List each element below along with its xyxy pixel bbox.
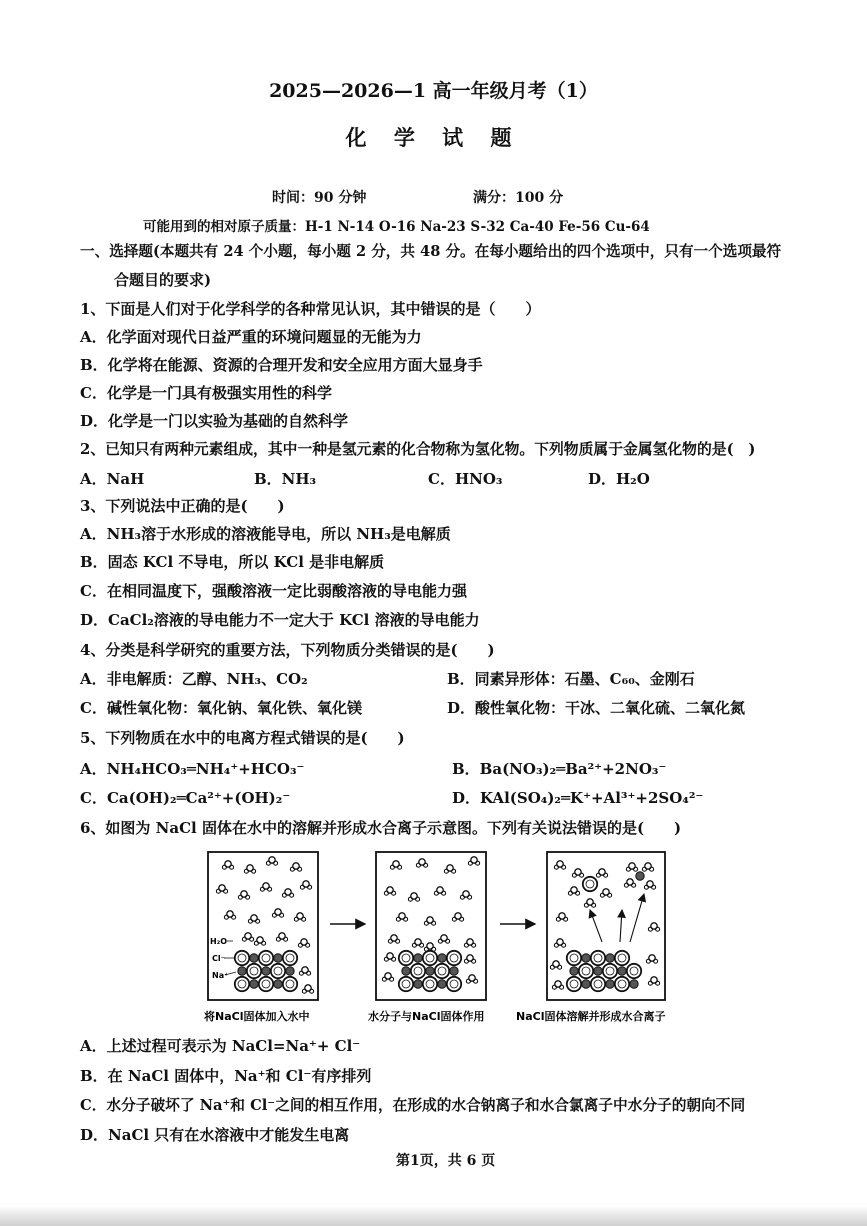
q6-option-c: C．水分子破坏了 Na⁺和 Cl⁻之间的相互作用，在形成的水合钠离子和水合氯离子中水分子的朝向不同 <box>80 1097 746 1114</box>
exam-title: 2025—2026—1 高一年级月考（1） <box>269 80 598 102</box>
q2-option-d: D．H₂O <box>588 470 650 488</box>
q2-option-b: B．NH₃ <box>254 470 317 488</box>
q3-stem: 3、下列说法中正确的是( ) <box>80 497 285 515</box>
q3-option-d: D．CaCl₂溶液的导电能力不一定大于 KCl 溶液的导电能力 <box>80 611 480 629</box>
q3-option-a: A．NH₃溶于水形成的溶液能导电，所以 NH₃是电解质 <box>80 525 451 543</box>
q4-option-a: A．非电解质：乙醇、NH₃、CO₂ <box>80 670 308 688</box>
q3-option-b: B．固态 KCl 不导电，所以 KCl 是非电解质 <box>80 553 385 571</box>
q2-stem: 2、已知只有两种元素组成，其中一种是氢元素的化合物称为氢化物。下列物质属于金属氢化物的是( ) <box>80 441 756 458</box>
full-score: 满分：100 分 <box>473 190 564 206</box>
q5-stem: 5、下列物质在水中的电离方程式错误的是( ) <box>80 729 405 747</box>
q3-option-c: C．在相同温度下，强酸溶液一定比弱酸溶液的导电能力强 <box>80 582 467 600</box>
q6-option-d: D．NaCl 只有在水溶液中才能发生电离 <box>80 1126 350 1144</box>
subject-title: 化 学 试 题 <box>345 125 522 150</box>
atomic-masses: 可能用到的相对原子质量：H-1 N-14 O-16 Na-23 S-32 Ca-40 Fe-56 Cu-64 <box>143 219 650 235</box>
caption-2: 水分子与NaCl固体作用 <box>368 1010 485 1023</box>
q5-option-a: A．NH₄HCO₃═NH₄⁺+HCO₃⁻ <box>80 760 305 778</box>
q4-stem: 4、分类是科学研究的重要方法，下列物质分类错误的是( ) <box>80 641 495 659</box>
q1-option-d: D．化学是一门以实验为基础的自然科学 <box>80 412 349 430</box>
q1-option-b: B．化学将在能源、资源的合理开发和安全应用方面大显身手 <box>80 356 483 374</box>
q2-option-a: A．NaH <box>80 470 145 488</box>
caption-3: NaCl固体溶解并形成水合离子 <box>516 1010 666 1023</box>
q4-option-c: C．碱性氧化物：氧化钠、氧化铁、氧化镁 <box>80 699 362 717</box>
exam-time: 时间：90 分钟 <box>272 190 367 206</box>
h2o-label: H₂O <box>210 937 227 946</box>
q6-option-a: A．上述过程可表示为 NaCl=Na⁺+ Cl⁻ <box>80 1037 361 1055</box>
panel-add-nacl <box>208 852 318 1000</box>
panel-hydrated-ions <box>547 852 665 1000</box>
q5-option-d: D．KAl(SO₄)₂═K⁺+Al³⁺+2SO₄²⁻ <box>452 789 704 807</box>
q6-stem: 6、如图为 NaCl 固体在水中的溶解并形成水合离子示意图。下列有关说法错误的是( ) <box>80 819 682 837</box>
q1-option-c: C．化学是一门具有极强实用性的科学 <box>80 384 332 402</box>
q4-option-d: D．酸性氧化物：干冰、二氧化硫、二氧化氮 <box>447 699 746 717</box>
q1-option-a: A．化学面对现代日益严重的环境问题显的无能为力 <box>80 328 422 346</box>
q5-option-b: B．Ba(NO₃)₂═Ba²⁺+2NO₃⁻ <box>452 760 667 778</box>
panel-water-interaction <box>376 852 486 1000</box>
section-heading: 一、选择题(本题共有 24 个小题，每小题 2 分，共 48 分。在每小题给出的四个选项中，只有一个选项最符 <box>80 243 782 260</box>
q1-stem: 1、下面是人们对于化学科学的各种常见认识，其中错误的是（ ） <box>80 300 541 318</box>
na-label: Na⁺ <box>212 971 229 980</box>
caption-1: 将NaCl固体加入水中 <box>204 1010 310 1023</box>
q2-option-c: C．HNO₃ <box>428 470 503 488</box>
cl-label: Cl⁻ <box>212 954 225 963</box>
q6-option-b: B．在 NaCl 固体中，Na⁺和 Cl⁻有序排列 <box>80 1067 372 1085</box>
scan-edge <box>0 1206 867 1226</box>
nacl-dissolution-diagram <box>200 846 680 1028</box>
page-number: 第1页，共 6 页 <box>396 1153 496 1169</box>
q4-option-b: B．同素异形体：石墨、C₆₀、金刚石 <box>447 670 695 688</box>
q5-option-c: C．Ca(OH)₂═Ca²⁺+(OH)₂⁻ <box>80 789 291 807</box>
section-heading-cont: 合题目的要求) <box>114 271 212 289</box>
